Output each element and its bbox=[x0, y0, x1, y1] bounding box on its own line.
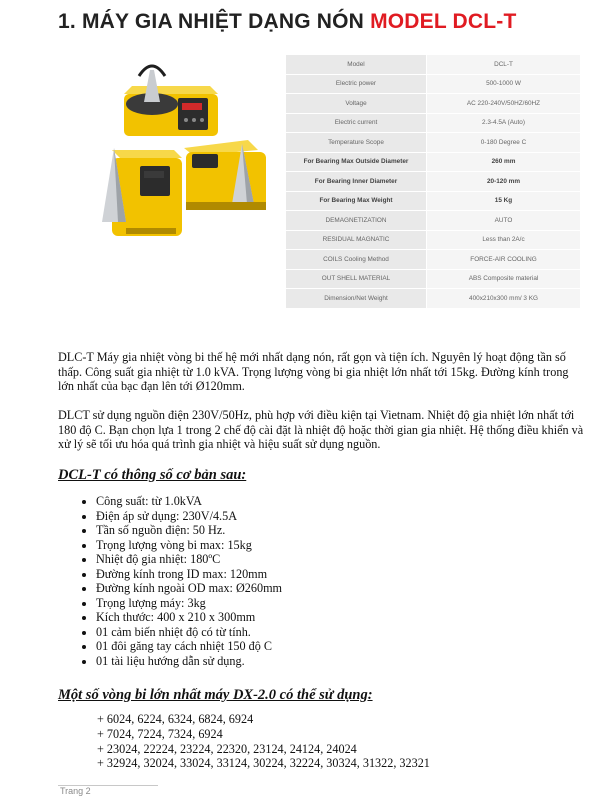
feature-item: • Tần số nguồn điện: 50 Hz. bbox=[96, 523, 282, 538]
spec-value: FORCE-AIR COOLING bbox=[427, 250, 581, 270]
page-title bbox=[58, 10, 517, 34]
spec-label: Electric current bbox=[286, 113, 427, 133]
spec-value: 15 Kg bbox=[427, 191, 581, 211]
spec-label: COILS Cooling Method bbox=[286, 250, 427, 270]
spec-label: DEMAGNETIZATION bbox=[286, 211, 427, 231]
spec-row bbox=[286, 172, 581, 192]
feature-item: • Kích thước: 400 x 210 x 300mm bbox=[96, 610, 282, 625]
bearing-model-line: + 32924, 32024, 33024, 33124, 30224, 32224, 30324, 31322, 32321 bbox=[97, 756, 430, 771]
intro-paragraph: DLC-T Máy gia nhiệt vòng bi thế hệ mới nhất dạng nón, rất gọn và tiện ích. Nguyên lý hoạt động tần số thấp. Công suất gia nhiệt từ 1.0 kVA. Trọng lượng vòng bi gia nhiệt lớn nhất tới 15kg. Đường kính trong lớn nhất của bạc đạn lên tới Ø120mm. bbox=[58, 350, 569, 393]
spec-row bbox=[286, 55, 581, 75]
spec-row bbox=[286, 250, 581, 270]
feature-item: • Trọng lượng máy: 3kg bbox=[96, 596, 282, 611]
spec-label: RESIDUAL MAGNATIC bbox=[286, 230, 427, 250]
heater-unit-back bbox=[124, 66, 218, 136]
bearing-model-line: + 6024, 6224, 6324, 6824, 6924 bbox=[97, 712, 254, 726]
heater-unit-left bbox=[102, 148, 182, 236]
spec-label: For Bearing Inner Diameter bbox=[286, 172, 427, 192]
feature-item: • Đường kính ngoài OD max: Ø260mm bbox=[96, 581, 282, 596]
spec-value: AUTO bbox=[427, 211, 581, 231]
spec-label: For Bearing Max Outside Diameter bbox=[286, 152, 427, 172]
feature-item: • Đường kính trong ID max: 120mm bbox=[96, 567, 282, 582]
spec-row bbox=[286, 94, 581, 114]
spec-value: 500-1000 W bbox=[427, 74, 581, 94]
feature-item: • 01 cảm biến nhiệt độ có từ tính. bbox=[96, 625, 282, 640]
feature-item: • Điện áp sử dụng: 230V/4.5A bbox=[96, 509, 282, 524]
feature-item: • 01 tài liệu hướng dẫn sử dụng. bbox=[96, 654, 282, 669]
spec-value: AC 220-240V/50HZ/60HZ bbox=[427, 94, 581, 114]
spec-table bbox=[285, 54, 581, 309]
spec-label: Electric power bbox=[286, 74, 427, 94]
title-prefix: 1. MÁY GIA NHIỆT DẠNG NÓN bbox=[58, 10, 371, 33]
title-model: MODEL DCL-T bbox=[370, 10, 517, 33]
spec-value: 260 mm bbox=[427, 152, 581, 172]
spec-row bbox=[286, 133, 581, 153]
spec-value: DCL-T bbox=[427, 55, 581, 75]
spec-value: 20-120 mm bbox=[427, 172, 581, 192]
spec-label: For Bearing Max Weight bbox=[286, 191, 427, 211]
bearings-heading: Một số vòng bi lớn nhất máy DX-2.0 có thể sử dụng: bbox=[58, 687, 373, 703]
page-number: Trang 2 bbox=[60, 786, 91, 796]
feature-item: • Trọng lượng vòng bi max: 15kg bbox=[96, 538, 282, 553]
feature-item: • Nhiệt độ gia nhiệt: 180ºC bbox=[96, 552, 282, 567]
spec-value: ABS Composite material bbox=[427, 269, 581, 289]
feature-item: • 01 đôi găng tay cách nhiệt 150 độ C bbox=[96, 639, 282, 654]
bearing-model-list bbox=[97, 712, 430, 771]
spec-row bbox=[286, 113, 581, 133]
spec-row bbox=[286, 74, 581, 94]
spec-label: Model bbox=[286, 55, 427, 75]
spec-row bbox=[286, 152, 581, 172]
spec-label: OUT SHELL MATERIAL bbox=[286, 269, 427, 289]
bearing-model-line: + 23024, 22224, 23224, 22320, 23124, 24124, 24024 bbox=[97, 741, 357, 756]
spec-row bbox=[286, 230, 581, 250]
specs-heading: DCL-T có thông số cơ bản sau: bbox=[58, 467, 247, 483]
spec-label: Temperature Scope bbox=[286, 133, 427, 153]
feature-list bbox=[78, 494, 282, 668]
feature-item: • Công suất: từ 1.0kVA bbox=[96, 494, 282, 509]
heater-unit-right bbox=[184, 140, 266, 210]
spec-label: Dimension/Net Weight bbox=[286, 289, 427, 309]
bearing-model-line: + 7024, 7224, 7324, 6924 bbox=[97, 726, 223, 741]
power-paragraph: DLCT sử dụng nguồn điện 230V/50Hz, phù hợp với điều kiện tại Vietnam. Nhiệt độ gia nhiệt lớn nhất tới 180 độ C. Bạn chọn lựa 1 trong 2 chế độ cài đặt là nhiệt độ hoặc thời gian gia nhiệt. Hệ thống điều khiển và xử lý sẽ tối ưu hóa quá trình gia nhiệt và hiệu suất sử dụng nguồn. bbox=[58, 408, 584, 451]
spec-value: 2.3-4.5A (Auto) bbox=[427, 113, 581, 133]
spec-value: 0-180 Degree C bbox=[427, 133, 581, 153]
spec-label: Voltage bbox=[286, 94, 427, 114]
spec-row bbox=[286, 269, 581, 289]
spec-row bbox=[286, 289, 581, 309]
spec-row bbox=[286, 191, 581, 211]
product-photo bbox=[82, 52, 280, 244]
spec-value: 400x210x300 mm/ 3 KG bbox=[427, 289, 581, 309]
spec-row bbox=[286, 211, 581, 231]
spec-value: Less than 2A/c bbox=[427, 230, 581, 250]
